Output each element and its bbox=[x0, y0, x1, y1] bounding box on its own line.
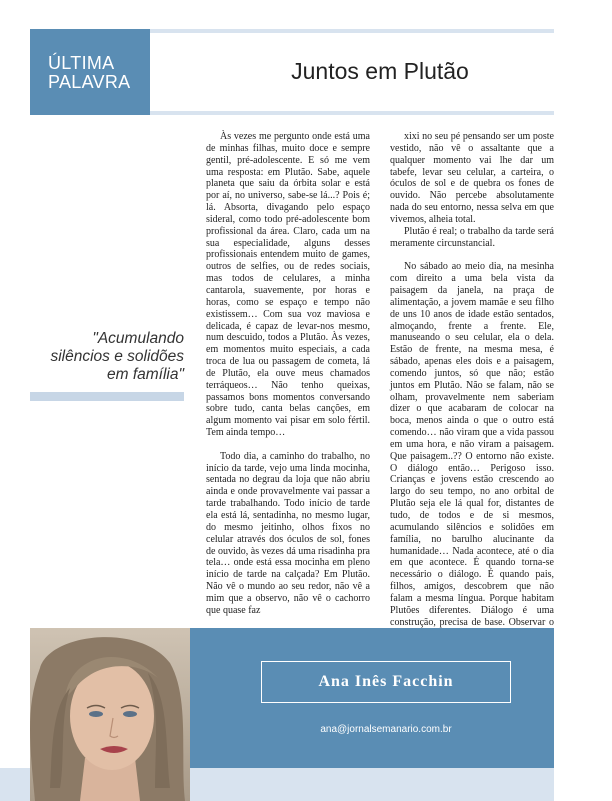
section-label-line1: ÚLTIMA bbox=[48, 53, 115, 73]
header-bottom-rule bbox=[150, 111, 554, 115]
article-column-2 bbox=[390, 131, 554, 640]
paragraph: Todo dia, a caminho do trabalho, no início da tarde, vejo uma linda mocinha, sentada no degrau da loja que não abriu ainda e onde provavelmente vai passar a tarde trabalhando. Todo início de tarde ela está lá, sentadinha, no mesmo lugar, do mesmo jeitinho, olhos fixos no celular através dos óculos de sol, fones de ouvido, às vezes dá uma risadinha pra tela… onde está essa mocinha em pleno início de tarde na calçada? Em Plutão. Não vê o mundo ao seu redor, não vê a mim que a observo, não vê o cachorro que quase faz bbox=[206, 450, 370, 616]
article-headline: Juntos em Plutão bbox=[291, 58, 469, 84]
header-top-rule bbox=[150, 29, 554, 33]
author-email[interactable]: ana@jornalsemanario.com.br bbox=[320, 724, 452, 735]
paragraph: Plutão é real; o trabalho da tarde será meramente circunstancial. bbox=[390, 225, 554, 249]
pull-quote: "Acumulando silêncios e solidões em família" bbox=[50, 330, 184, 383]
author-portrait-illustration bbox=[30, 628, 190, 801]
paragraph: No sábado ao meio dia, na mesinha com direito a uma bela vista da paisagem da janela, na praça de alimentação, a jovem mamãe e seu filho de uns 10 anos de idade estão sentados, almoçando, frente a frente. Ele, manuseando o seu celular, ela o dela. Estão de frente, na mesma mesa, é sábado, apenas eles dois e a paisagem, comendo juntos, só que não; estão juntos em Plutão. Não se falam, não se olham, provavelmente nem saberiam dizer o que acabaram de colocar na boca, menos ainda o que o outro está comendo… não viram que a vida passou em uma hora, e não viram a paisagem. Que paisagem..?? O entorno não existe. O diálogo então… Perigoso isso. Crianças e jovens estão crescendo ao largo do seu tempo, no ano orbital de Plutão seja ele lá qual for, distantes de tudo, de todos e de si mesmos, acumulando silêncios e solidões em família, no barulho alucinante da humanidade… Nada acontece, até o dia em que acontece. É quando torna-se necessário o diálogo. É quando pais, filhos, amigos, descobrem que não falam a mesma língua. Porque habitam Plutões diferentes. Diálogo é uma construção, precisa de base. Observar o bbox=[390, 261, 554, 628]
paragraph: xixi no seu pé pensando ser um poste vestido, não vê o assaltante que a qualquer momento vai lhe dar um tabefe, levar seu celular, a carteira, o óculos de sol e de quebra os fones de ouvido. Não percebe absolutamente nada do seu entorno, nessa selva em que vivemos, alheia total. bbox=[390, 131, 554, 225]
section-label bbox=[30, 29, 150, 115]
article-column-1 bbox=[206, 131, 370, 617]
paragraph: Às vezes me pergunto onde está uma de minhas filhas, muito doce e sempre gentil, pré-adolescente. E só me vem uma resposta: em Plutão. Sabe, aquele planeta que saiu da órbita solar e está por aí, no universo, sabe-se lá...? Pois é; lá. Absorta, divagando pelo espaço sideral, como todo pré-adolescente bom profissional da área. Claro, cada um na sua especialidade, alguns desses profissionais entendem muito de games, outros de selfies, ou de redes sociais, mas todos de celulares, a minha cantarola, suavemente, por horas e horas, como se espaço e tempo não existissem… Com sua voz maviosa e delicada, é capaz de levar-nos mesmo, num descuido, todos a Plutão. Às vezes, em momentos muito especiais, a cada troca de lua ou passagem de cometa, lá de Plutão, ela ouve meus chamados terráqueos… Não tenho queixas, passamos bons momentos conversando sobre tudo, canta belas canções, em algum momento vai pisar em solo fértil. Tem ainda tempo… bbox=[206, 131, 370, 439]
author-name: Ana Inês Facchin bbox=[261, 661, 511, 703]
author-photo bbox=[30, 628, 190, 801]
section-label-line2: PALAVRA bbox=[48, 72, 131, 92]
pull-quote-rule bbox=[30, 392, 184, 401]
